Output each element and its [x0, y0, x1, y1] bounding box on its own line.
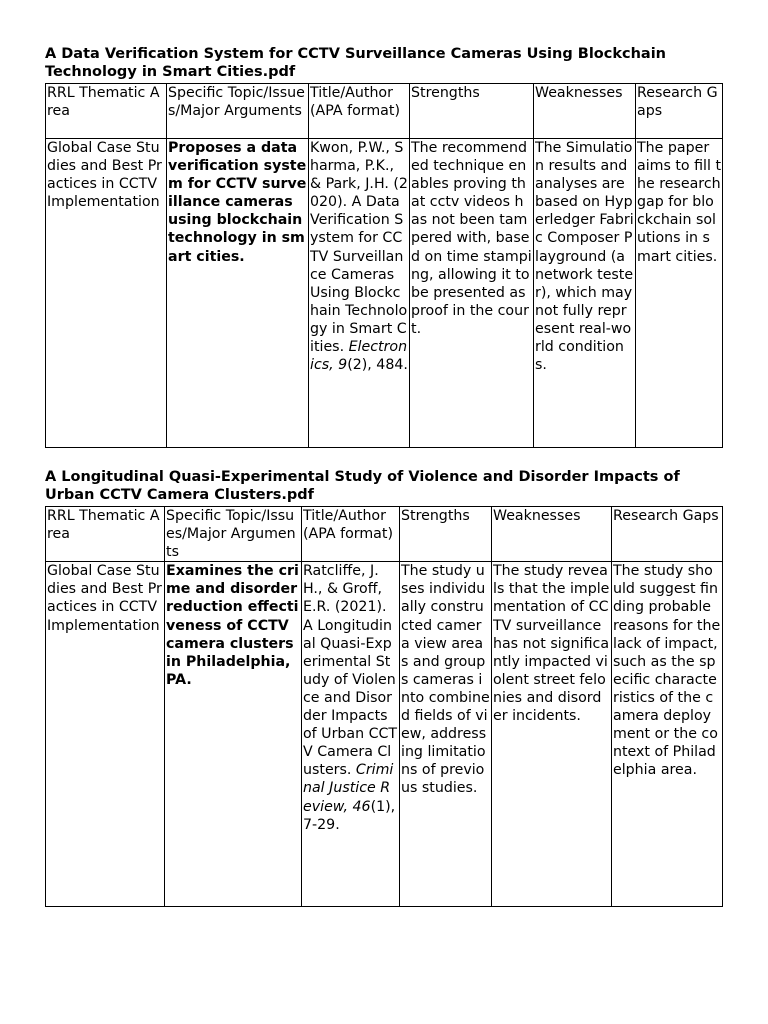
table-header-row — [46, 84, 723, 139]
apa-issue-pages: (1), 7-29. — [303, 798, 396, 833]
header-thematic: RRL Thematic Area — [46, 84, 167, 139]
section-title: A Longitudinal Quasi-Experimental Study of Violence and Disorder Impacts of Urban CCTV Camera Clusters.pdf — [45, 469, 680, 503]
header-weaknesses: Weaknesses — [534, 84, 636, 139]
header-topic: Specific Topic/Issues/Major Arguments — [165, 507, 302, 562]
cell-gaps: The study should suggest finding probable reasons for the lack of impact, such as the specific characteristics of the camera deployment or the context of Philadelphia area. — [612, 562, 723, 907]
review-table — [45, 506, 723, 907]
cell-thematic: Global Case Studies and Best Practices in CCTV Implementation — [46, 139, 167, 448]
cell-gaps: The paper aims to fill the research gap for blockchain solutions in smart cities. — [636, 139, 723, 448]
apa-issue-pages: (2), 484. — [347, 357, 408, 374]
cell-apa — [309, 139, 410, 448]
cell-strengths: The study uses individually constructed camera view areas and groups cameras into combined fields of view, addressing limitations of previous studies. — [400, 562, 492, 907]
cell-strengths: The recommended technique enables proving that cctv videos has not been tampered with, based on time stamping, allowing it to be presented as proof in the court. — [410, 139, 534, 448]
header-gaps: Research Gaps — [636, 84, 723, 139]
cell-thematic: Global Case Studies and Best Practices in CCTV Implementation — [46, 562, 165, 907]
cell-weaknesses: The study reveals that the implementation of CCTV surveillance has not significantly impacted violent street felonies and disorder incidents. — [492, 562, 612, 907]
header-apa: Title/Author (APA format) — [309, 84, 410, 139]
section-title: A Data Verification System for CCTV Surveillance Cameras Using Blockchain Technology in Smart Cities.pdf — [45, 46, 666, 80]
table-row — [46, 562, 723, 907]
review-table — [45, 83, 723, 448]
header-thematic: RRL Thematic Area — [46, 507, 165, 562]
cell-topic: Examines the crime and disorder reduction effectiveness of CCTV camera clusters in Philadelphia, PA. — [165, 562, 302, 907]
cell-weaknesses: The Simulation results and analyses are based on Hyperledger Fabric Composer Playground (a network tester), which may not fully represent real-world conditions. — [534, 139, 636, 448]
header-weaknesses: Weaknesses — [492, 507, 612, 562]
cell-apa — [302, 562, 400, 907]
review-section-2 — [45, 468, 722, 907]
cell-topic: Proposes a data verification system for CCTV surveillance cameras using blockchain technology in smart cities. — [167, 139, 309, 448]
apa-citation: Ratcliffe, J.H., & Groff, E.R. (2021). A Longitudinal Quasi-Experimental Study of Violence and Disorder Impacts of Urban CCTV Camera Clusters. — [303, 563, 398, 779]
table-row — [46, 139, 723, 448]
header-topic: Specific Topic/Issues/Major Arguments — [167, 84, 309, 139]
table-header-row — [46, 507, 723, 562]
apa-journal: Criminal Justice Review, 46 — [303, 762, 394, 815]
header-gaps: Research Gaps — [612, 507, 723, 562]
header-strengths: Strengths — [400, 507, 492, 562]
apa-journal: Electronics, 9 — [310, 339, 408, 374]
review-section-1 — [45, 45, 722, 448]
header-strengths: Strengths — [410, 84, 534, 139]
header-apa: Title/Author (APA format) — [302, 507, 400, 562]
apa-citation: Kwon, P.W., Sharma, P.K., & Park, J.H. (2020). A Data Verification System for CCTV Surveillance Cameras Using Blockchain Technology in Smart Cities. — [310, 140, 408, 356]
